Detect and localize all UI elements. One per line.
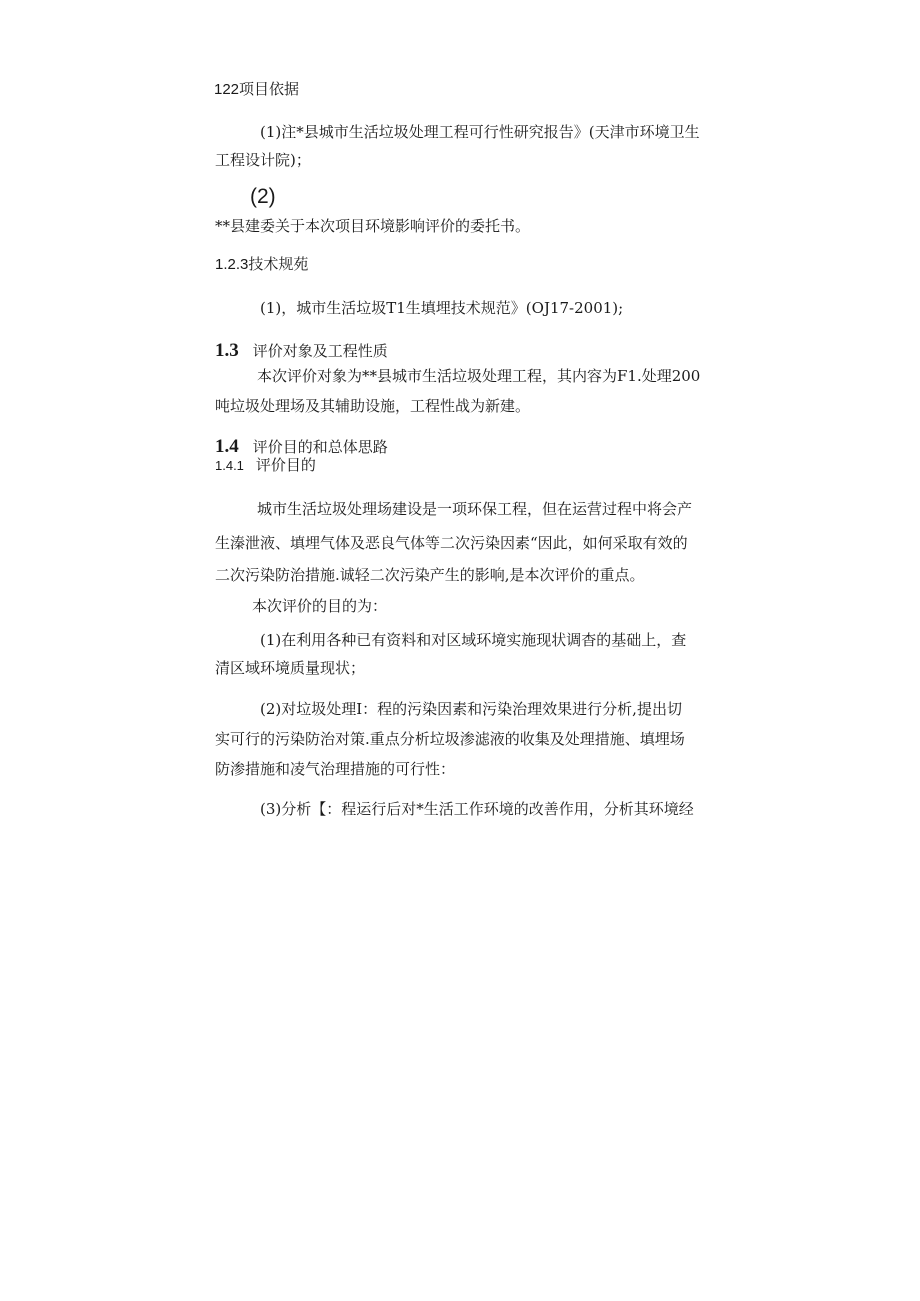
purpose-paragraph-line-1: 城市生活垃圾处理场建设是一项环保工程，但在运营过程中将会产 [257,500,693,518]
purpose-item-1-line-1: (1)在利用各种已有资料和对区域环境实施现状调杳的基础上，查 [260,631,687,649]
purpose-item-1-line-2: 清区域环境质量现状； [215,659,366,677]
purpose-item-2-line-3: 防渗措施和凌气治理措施的可行性： [215,760,456,778]
basis-item-2-text: **县建委关于本次项目环境影响评价的委托书。 [215,217,531,235]
purpose-paragraph-line-2: 生溱泄液、填埋气体及恶良气体等二次污染因素“因此，如何采取有效的 [215,534,688,552]
section-1-3-title: 评价对象及工程性质 [252,342,388,360]
section-1-4-1-heading [215,456,316,475]
object-paragraph-line-2: 吨垃圾处理场及其辅助设施，工程性战为新建。 [215,397,531,415]
standard-item-1: (1)，城市生活垃圾T1生填埋技术规范》(OJ17-2001); [260,299,624,317]
section-1-4-1-title: 评价目的 [255,456,316,474]
basis-item-2-number: (2) [250,185,276,208]
section-1-3-number: 1.3 [215,340,239,361]
section-1-4-1-number: 1.4.1 [215,458,244,473]
section-1-4-number: 1.4 [215,436,239,457]
purpose-item-2-line-1: (2)对垃圾处理I：程的污染因素和污染治理效果进行分析,提出切 [260,700,682,718]
section-1-4-heading [215,436,388,458]
purpose-item-3-line-1: (3)分析【：程运行后对*生活工作环境的改善作用，分析其环境经 [260,800,694,818]
object-paragraph-line-1: 本次评价对象为**县城市生活垃圾处理工程，其内容为F1.处理200 [257,367,701,385]
section-1-4-title: 评价目的和总体思路 [252,438,388,456]
section-1-3-heading [215,340,388,362]
purpose-paragraph-line-3: 二次污染防治措施.诚轻二次污染产生的影响,是本次评价的重点。 [215,566,645,584]
section-1-2-2-heading: 122项目依据 [214,81,300,98]
purpose-intro: 本次评价的目的为： [252,597,388,615]
purpose-item-2-line-2: 实可行的污染防治对策.重点分析垃圾渗滤液的收集及处理措施、填埋场 [215,730,685,748]
basis-item-1-line-1: (1)注*县城市生活垃圾处理工程可行性研究报告》(天津市环境卫生 [260,123,700,141]
basis-item-1-line-2: 工程设计院)； [215,151,311,169]
section-1-2-3-heading: 1.2.3技术规苑 [215,256,309,273]
